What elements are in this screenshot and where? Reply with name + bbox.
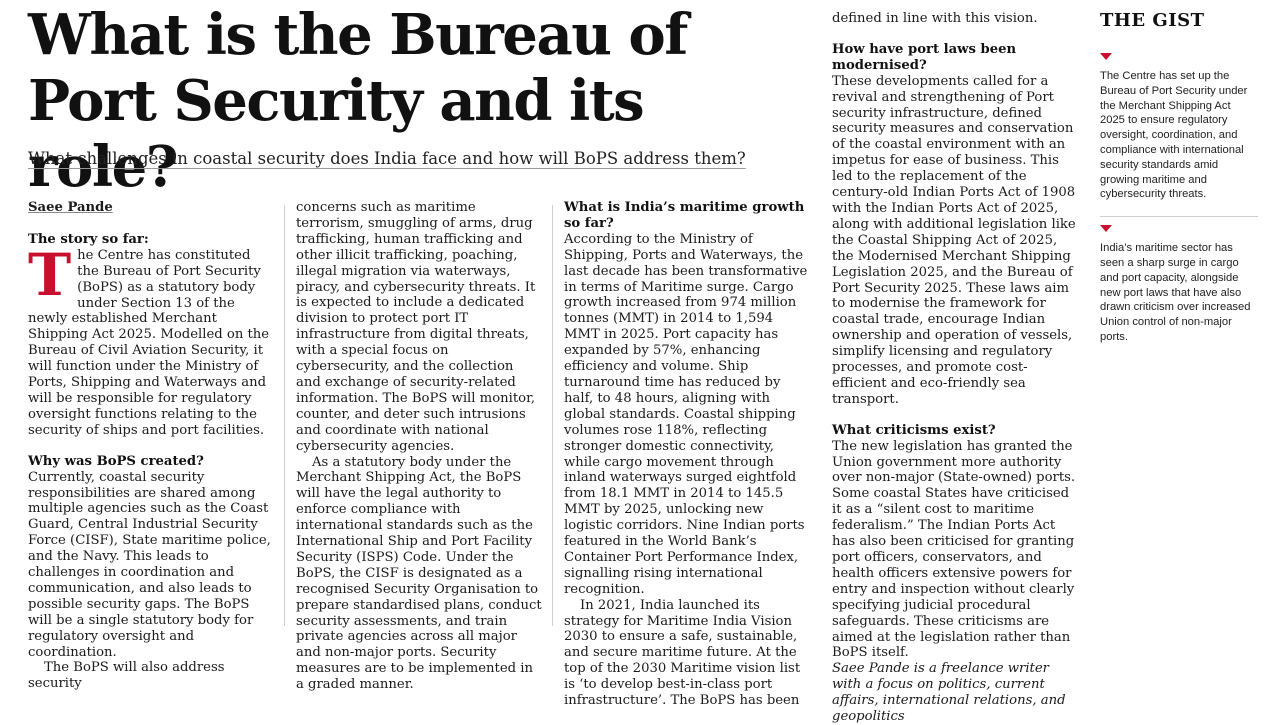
triangle-down-icon xyxy=(1100,53,1112,60)
column-divider xyxy=(552,205,553,626)
section-heading-why: Why was BoPS created? xyxy=(28,453,204,469)
triangle-down-icon xyxy=(1100,225,1112,232)
section-heading-laws: How have port laws been modernised? xyxy=(832,41,1017,73)
gist-title: THE GIST xyxy=(1100,10,1205,31)
article-column-2 xyxy=(296,200,542,693)
paragraph-criticisms: The new legislation has granted the Union government more authority over non-major (State-owned) ports. Some coastal States have criticised it as a “silent cost to maritime federalism.” The Indian Ports Act has also been criticised for granting port officers, conservators, and health officers extensive powers for entry and inspection without clearly specifying judicial procedural safeguards. These criticisms are aimed at the legislation rather than BoPS itself. xyxy=(832,438,1076,661)
section-heading-growth: What is India’s maritime growth so far? xyxy=(564,200,805,231)
article-column-3 xyxy=(564,200,810,709)
paragraph-story-text: he Centre has constituted the Bureau of Port Security (BoPS) as a statutory body under Section 13 of the newly established Merchant Shipping Act 2025. Modelled on the Bureau of Civil Aviation Security, it will function under the Ministry of Ports, Shipping and Waterways and will be responsible for regulatory oversight functions relating to the security of ships and port facilities. xyxy=(28,247,270,438)
gist-item: India’s maritime sector has seen a sharp surge in cargo and port capacity, alongside new port laws that have also drawn criticism over increased Union control of non-major ports. xyxy=(1100,242,1251,343)
gist-sidebar xyxy=(1100,10,1258,353)
gist-divider xyxy=(1100,216,1258,217)
paragraph-vision: In 2021, India launched its strategy for Maritime India Vision 2030 to ensure a safe, sustainable, and secure maritime future. At the top of the 2030 Maritime vision list is ‘to develop best-in-class port infrastructure’. The BoPS has been xyxy=(564,597,801,709)
subheadline: What challenges in coastal security does India face and how will BoPS address them? xyxy=(28,149,746,168)
byline[interactable]: Saee Pande xyxy=(28,200,113,215)
article-column-1 xyxy=(28,200,273,692)
article-column-4 xyxy=(832,11,1078,725)
author-note: Saee Pande is a freelance writer with a focus on politics, current affairs, international relations, and geopolitics xyxy=(832,661,1066,725)
paragraph-statutory: As a statutory body under the Merchant Shipping Act, the BoPS will have the legal authority to enforce compliance with international standards such as the International Ship and Port Facility Security (ISPS) Code. Under the BoPS, the CISF is designated as a recognised Security Organisation to prepare standardised plans, conduct security assessments, and train private agencies across all major and non-major ports. Security measures are to be implemented in a graded manner. xyxy=(296,454,542,693)
paragraph-concerns: concerns such as maritime terrorism, smuggling of arms, drug trafficking, human trafficking and other illicit trafficking, poaching, illegal migration via waterways, piracy, and cybersecurity threats. It is expected to include a dedicated division to protect port IT infrastructure from digital threats, with a special focus on cybersecurity, and the collection and exchange of security-related information. The BoPS will monitor, counter, and deter such intrusions and coordinate with national cybersecurity agencies. xyxy=(296,200,536,454)
drop-cap: T xyxy=(28,240,72,309)
section-heading-criticisms: What criticisms exist? xyxy=(832,422,996,438)
section-heading-story: The story so far: xyxy=(28,231,149,247)
gist-item: The Centre has set up the Bureau of Port Security under the Merchant Shipping Act 2025 to ensure regulatory oversight, coordination, and compliance with international security standards amid growing maritime and cybersecurity threats. xyxy=(1100,70,1248,201)
column-divider xyxy=(284,205,285,626)
paragraph-growth: According to the Ministry of Shipping, Ports and Waterways, the last decade has been transformative in terms of Maritime surge. Cargo growth increased from 974 million tonnes (MMT) in 2014 to 1,594 MMT in 2025. Port capacity has expanded by 57%, enhancing efficiency and volume. Ship turnaround time has reduced by half, to 48 hours, aligning with global standards. Coastal shipping volumes rose 118%, reflecting stronger domestic connectivity, while cargo movement through inland waterways surged eightfold from 18.1 MMT in 2014 to 145.5 MMT by 2025, unlocking new logistic corridors. Nine Indian ports featured in the World Bank’s Container Port Performance Index, signalling rising international recognition. xyxy=(564,231,808,597)
paragraph-also: The BoPS will also address security xyxy=(28,660,225,692)
paragraph-why: Currently, coastal security responsibilities are shared among multiple agencies such as the Coast Guard, Central Industrial Security Force (CISF), State maritime police, and the Navy. This leads to challenges in coordination and communication, and also leads to possible security gaps. The BoPS will be a single statutory body for regulatory oversight and coordination. xyxy=(28,469,271,660)
paragraph-vision-end: defined in line with this vision. xyxy=(832,11,1038,26)
paragraph-story xyxy=(28,240,273,439)
headline: What is the Bureau of Port Security and its role? xyxy=(28,2,687,200)
paragraph-laws: These developments called for a revival and strengthening of Port security infrastructure, defined security measures and conservation of the coastal environment with an impetus for ease of business. This led to the replacement of the century-old Indian Ports Act of 1908 with the Indian Ports Act of 2025, along with additional legislation like the Coastal Shipping Act of 2025, the Modernised Merchant Shipping Legislation 2025, and the Bureau of Port Security 2025. These laws aim to modernise the framework for coastal trade, encourage Indian ownership and operation of vessels, simplify licensing and regulatory processes, and promote cost-efficient and eco-friendly sea transport. xyxy=(832,73,1076,407)
